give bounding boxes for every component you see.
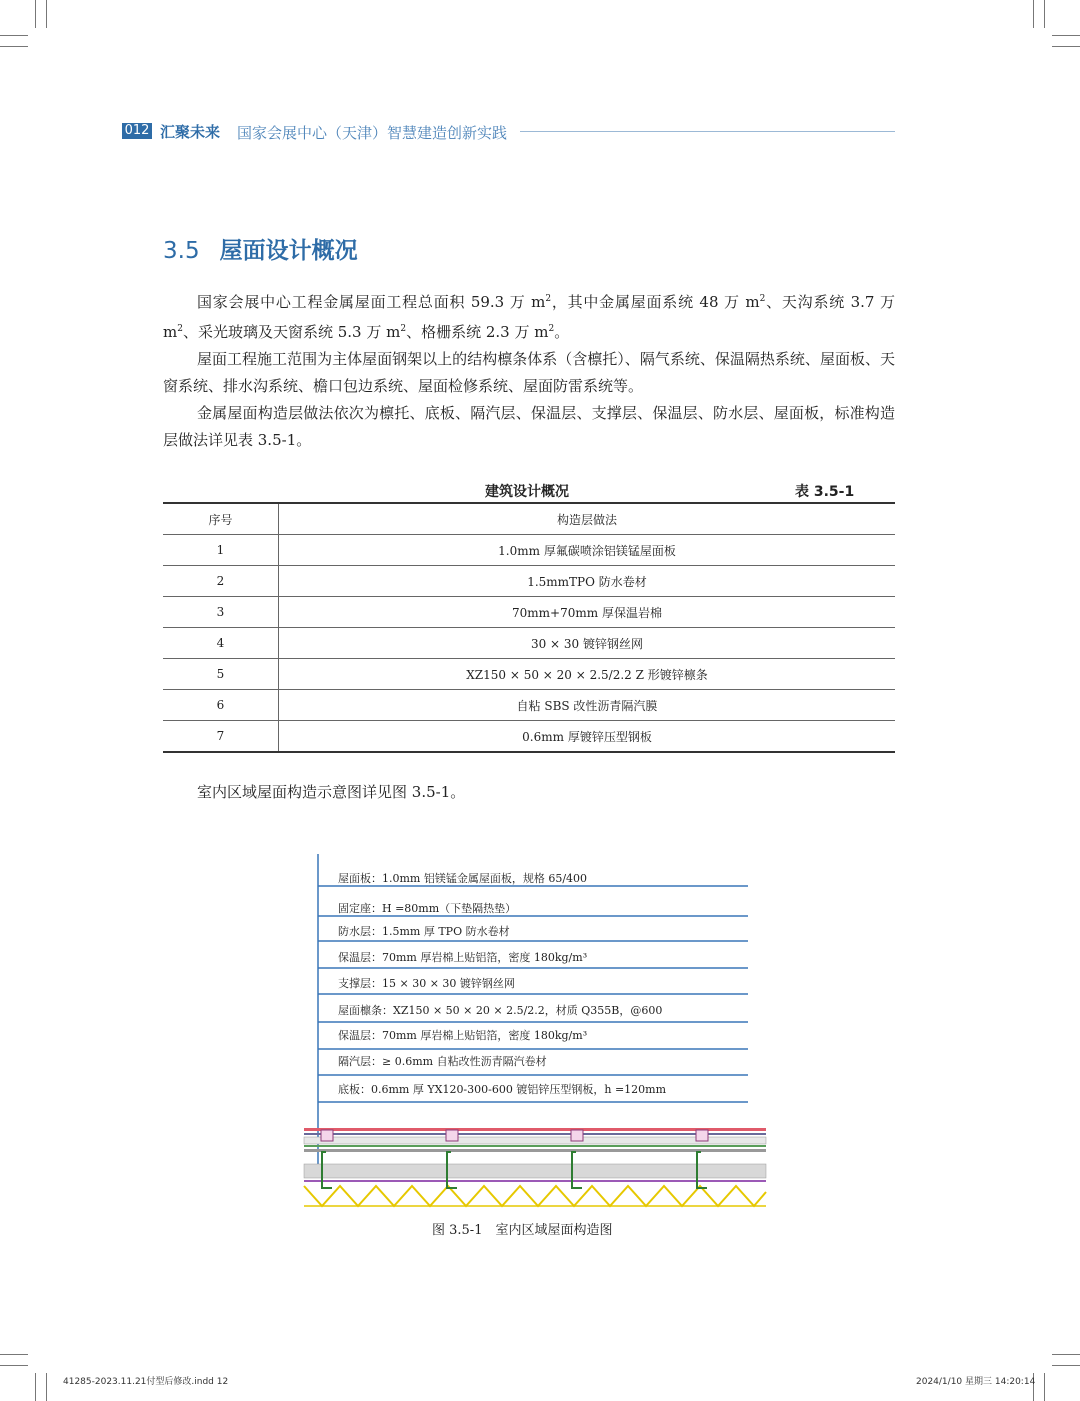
crop-mark [1052, 1365, 1080, 1366]
superscript: 2 [400, 324, 407, 334]
section-heading [163, 232, 358, 265]
roof-layer-stack [304, 1128, 766, 1206]
paragraph-scope: 屋面工程施工范围为主体屋面钢架以上的结构檩条体系（含檩托）、隔气系统、保温隔热系统、屋面板、天窗系统、排水沟系统、檐口包边系统、屋面检修系统、屋面防雷系统等。 [163, 350, 895, 395]
column-header-index: 序号 [163, 503, 279, 535]
construction-layer-table [163, 502, 895, 753]
row-method: 1.5mmTPO 防水卷材 [279, 566, 896, 597]
figure-caption: 图 3.5-1 室内区域屋面构造图 [432, 1223, 613, 1238]
crop-mark [35, 1373, 36, 1401]
label-underlines [318, 886, 748, 1102]
row-method: XZ150 × 50 × 20 × 2.5/2.2 Z 形镀锌檩条 [279, 659, 896, 690]
table-title: 建筑设计概况 [485, 484, 569, 500]
series-brand: 汇聚未来 [160, 123, 221, 141]
layer-label-support: 支撑层：15 × 30 × 30 镀锌钢丝网 [338, 977, 515, 990]
crop-mark [1033, 0, 1034, 28]
table-number: 表 3.5-1 [795, 484, 855, 500]
row-method: 0.6mm 厚镀锌压型钢板 [279, 721, 896, 753]
superscript: 2 [548, 324, 555, 334]
page-number: 012 [122, 123, 152, 139]
row-index: 5 [163, 659, 279, 690]
crop-mark [46, 1373, 47, 1401]
superscript: 2 [759, 294, 766, 304]
crop-mark [1044, 1373, 1045, 1401]
layer-label-insulation-lower: 保温层：70mm 厚岩棉上贴铝箔，密度 180kg/m³ [338, 1029, 588, 1042]
crop-mark [1052, 46, 1080, 47]
crop-mark [46, 0, 47, 28]
crop-mark [1052, 1354, 1080, 1355]
layer-label-fixing-seat: 固定座：H =80mm（下垫隔热垫） [338, 902, 517, 915]
text-run: 、格栅系统 2.3 万 m [406, 323, 549, 341]
table-row [163, 690, 895, 721]
crop-mark [0, 35, 28, 36]
body-text [163, 286, 895, 454]
layer-label-purlin: 屋面檩条：XZ150 × 50 × 20 × 2.5/2.2，材质 Q355B，@600 [338, 1004, 663, 1017]
layer-label-roof-panel: 屋面板：1.0mm 铝镁锰金属屋面板，规格 65/400 [338, 872, 588, 885]
table-header-row [163, 503, 895, 535]
text-run: 、天沟系统 3.7 万 m [163, 293, 895, 341]
crop-mark [0, 46, 28, 47]
crop-mark [0, 1354, 28, 1355]
paragraph-layers: 金属屋面构造层做法依次为檩托、底板、隔汽层、保温层、支撑层、保温层、防水层、屋面板，标准构造层做法详见表 3.5-1。 [163, 404, 895, 449]
crop-mark [35, 0, 36, 28]
layer-label-base-plate: 底板：0.6mm 厚 YX120-300-600 镀铝锌压型钢板，h =120mm [338, 1083, 667, 1096]
table-row [163, 566, 895, 597]
book-title: 国家会展中心（天津）智慧建造创新实践 [237, 124, 508, 142]
row-index: 2 [163, 566, 279, 597]
row-index: 7 [163, 721, 279, 753]
row-index: 3 [163, 597, 279, 628]
crop-mark [1052, 35, 1080, 36]
slug-file-info: 41285-2023.11.21付型后修改.indd 12 [63, 1377, 229, 1387]
text-run: 。 [554, 323, 570, 341]
superscript: 2 [545, 294, 552, 304]
text-run: 国家会展中心工程金属屋面工程总面积 59.3 万 m [197, 293, 546, 311]
crop-mark [1044, 0, 1045, 28]
row-method: 70mm+70mm 厚保温岩棉 [279, 597, 896, 628]
slug-timestamp: 2024/1/10 星期三 14:20:14 [916, 1377, 1036, 1387]
section-title: 屋面设计概况 [219, 238, 358, 264]
table-row [163, 659, 895, 690]
table-row [163, 628, 895, 659]
section-number: 3.5 [163, 238, 200, 264]
layer-label-waterproof: 防水层：1.5mm 厚 TPO 防水卷材 [338, 925, 510, 938]
layer-label-vapor-barrier: 隔汽层：≥ 0.6mm 自粘改性沥青隔汽卷材 [338, 1055, 547, 1068]
layer-label-insulation-upper: 保温层：70mm 厚岩棉上贴铝箔，密度 180kg/m³ [338, 951, 588, 964]
table-row [163, 535, 895, 566]
text-run: 、采光玻璃及天窗系统 5.3 万 m [182, 323, 401, 341]
header-rule [520, 131, 895, 132]
superscript: 2 [177, 324, 183, 334]
table-row [163, 721, 895, 753]
crop-mark [0, 1365, 28, 1366]
row-method: 自粘 SBS 改性沥青隔汽膜 [279, 690, 896, 721]
row-index: 6 [163, 690, 279, 721]
row-method: 30 × 30 镀锌钢丝网 [279, 628, 896, 659]
row-method: 1.0mm 厚氟碳喷涂铝镁锰屋面板 [279, 535, 896, 566]
table-row [163, 597, 895, 628]
text-run: ，其中金属屋面系统 48 万 m [551, 293, 760, 311]
column-header-method: 构造层做法 [279, 503, 896, 535]
row-index: 1 [163, 535, 279, 566]
figure-reference-text: 室内区域屋面构造示意图详见图 3.5-1。 [197, 783, 466, 801]
paragraph-area-summary [163, 286, 895, 346]
row-index: 4 [163, 628, 279, 659]
